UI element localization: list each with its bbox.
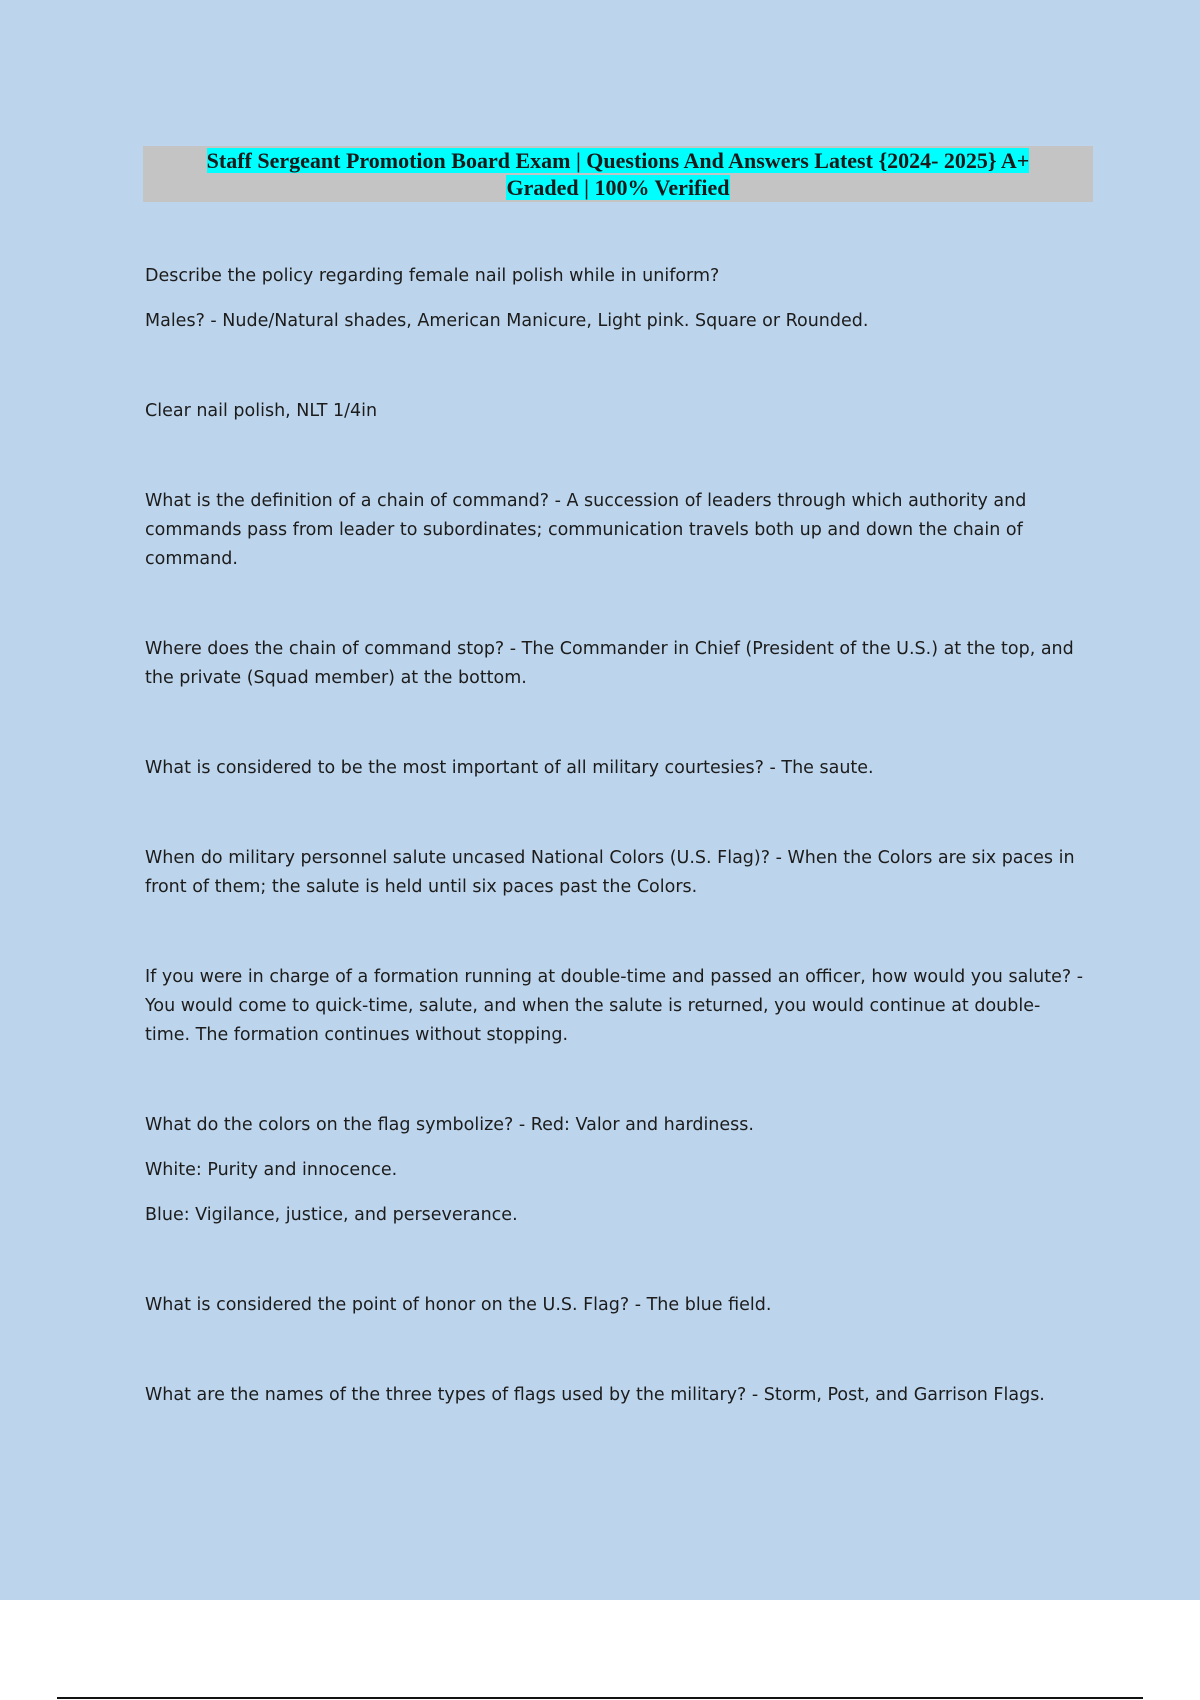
paragraph-flag-blue: Blue: Vigilance, justice, and perseverance. xyxy=(145,1205,518,1225)
paragraph-answer-1b: Clear nail polish, NLT 1/4in xyxy=(145,401,378,421)
paragraph-point-of-honor: What is considered the point of honor on the U.S. Flag? - The blue field. xyxy=(145,1295,772,1315)
paragraph-chain-stop: Where does the chain of command stop? - The Commander in Chief (President of the U.S.) at the top, and the private (Squad member) at the bottom. xyxy=(145,639,1074,688)
paragraph-flag-colors: What do the colors on the flag symbolize? - Red: Valor and hardiness. xyxy=(145,1115,754,1135)
paragraph-answer-1a: Males? - Nude/Natural shades, American Manicure, Light pink. Square or Rounded. xyxy=(145,311,869,331)
paragraph-flag-types: What are the names of the three types of flags used by the military? - Storm, Post, and Garrison Flags. xyxy=(145,1385,1045,1405)
title-line-1: Staff Sergeant Promotion Board Exam | Questions And Answers Latest {2024- 2025} A+ xyxy=(206,148,1030,173)
paragraph-question-1: Describe the policy regarding female nail polish while in uniform? xyxy=(145,266,720,286)
title-line-2: Graded | 100% Verified xyxy=(506,175,730,200)
footer-divider xyxy=(57,1697,1143,1699)
paragraph-flag-white: White: Purity and innocence. xyxy=(145,1160,398,1180)
paragraph-courtesies: What is considered to be the most important of all military courtesies? - The saute. xyxy=(145,758,874,778)
paragraph-double-time: If you were in charge of a formation running at double-time and passed an officer, how would you salute? - You would come to quick-time, salute, and when the salute is returned, you would continue at double-time. The formation continues without stopping. xyxy=(145,967,1084,1045)
paragraph-colors-salute: When do military personnel salute uncased National Colors (U.S. Flag)? - When the Colors are six paces in front of them; the salute is held until six paces past the Colors. xyxy=(145,848,1075,897)
paragraph-chain-of-command: What is the definition of a chain of command? - A succession of leaders through which authority and commands pass from leader to subordinates; communication travels both up and down the chain of command. xyxy=(145,491,1027,569)
document-body xyxy=(145,262,1085,1410)
document-title xyxy=(143,146,1093,202)
